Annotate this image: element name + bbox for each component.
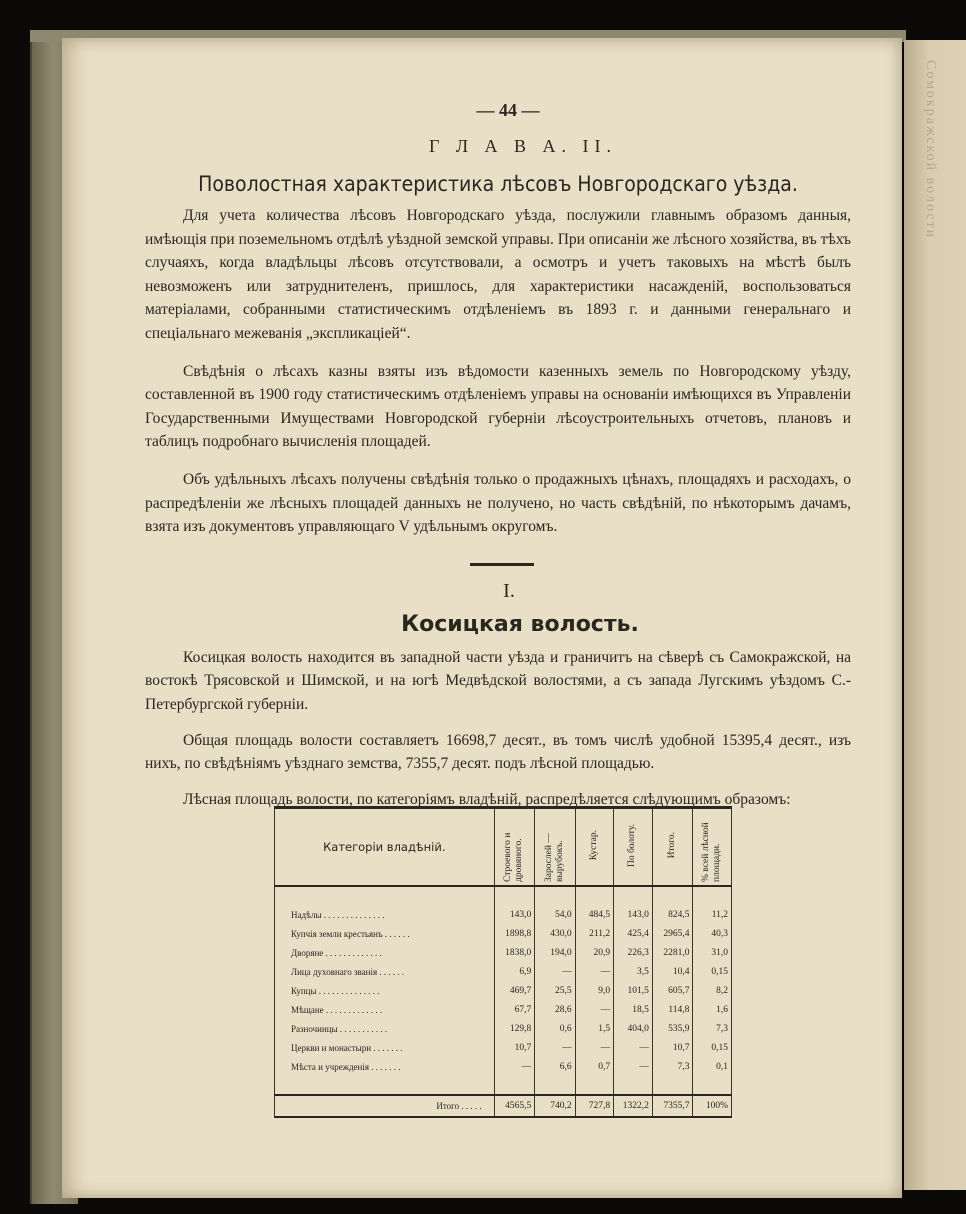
cell: 535,9 <box>652 1019 693 1038</box>
cell: 1898,8 <box>494 924 535 943</box>
cell: 18,5 <box>614 1000 653 1019</box>
paragraph: Для учета количества лѣсовъ Новгородскаго уѣзда, послужили главнымъ образомъ данныя, имѣющія при поземельномъ отдѣлѣ уѣздной земской управы. При описаніи же лѣсного хозяйства, въ тѣхъ случаяхъ, когда владѣльцы лѣсовъ отсутствовали, а осмотръ и учетъ таковыхъ на мѣстѣ былъ невозможенъ или затруднителенъ, пришлось, для характеристики насажденій, воспользоваться матеріалами, собранными статистическимъ отдѣленіемъ въ 1893 г. и данными генеральнаго и спеціальнаго межеванія „экспликаціей“. <box>145 207 851 342</box>
table-row <box>275 981 732 1000</box>
row-label: Купчія земли крестьянъ . . . . . . <box>275 924 495 943</box>
table-row <box>275 1000 732 1019</box>
cell: 143,0 <box>494 905 535 924</box>
cell: 7,3 <box>652 1057 693 1076</box>
cell: 10,7 <box>652 1038 693 1057</box>
forest-area-table <box>274 806 732 1118</box>
cell: 430,0 <box>535 924 575 943</box>
section-numeral: I. <box>503 579 515 602</box>
cell: 226,3 <box>614 943 653 962</box>
cell: 605,7 <box>652 981 693 1000</box>
header-category: Категоріи владѣній. <box>275 808 495 887</box>
header-col-4: По болоту. <box>614 808 653 887</box>
cell: 0,7 <box>575 1057 614 1076</box>
cell: 11,2 <box>693 905 732 924</box>
paragraph: Свѣдѣнія о лѣсахъ казны взяты изъ вѣдомости казенныхъ земель по Новгородскому уѣзду, составленной въ 1900 году статистическимъ отдѣленіемъ управы на основаніи имѣющихся въ Управленіи Государственными Имуществами Новгородской губерніи лѣсоустроительныхъ отчетовъ, плановъ и таблицъ подробнаго вычисленія площадей. <box>145 362 851 451</box>
cell: — <box>575 962 614 981</box>
total-cell: 740,2 <box>535 1095 575 1117</box>
cell: 31,0 <box>693 943 732 962</box>
table-total-row <box>275 1095 732 1117</box>
cell: 0,6 <box>535 1019 575 1038</box>
row-label: Церкви и монастыри . . . . . . . <box>275 1038 495 1057</box>
cell: 8,2 <box>693 981 732 1000</box>
header-col-3: Кустар. <box>575 808 614 887</box>
cell: 484,5 <box>575 905 614 924</box>
row-label: Мѣста и учрежденія . . . . . . . <box>275 1057 495 1076</box>
cell: 0,1 <box>693 1057 732 1076</box>
total-cell: 100% <box>693 1095 732 1117</box>
total-cell: 4565,5 <box>494 1095 535 1117</box>
total-cell: 727,8 <box>575 1095 614 1117</box>
total-cell: 7355,7 <box>652 1095 693 1117</box>
cell: 67,7 <box>494 1000 535 1019</box>
cell: 2965,4 <box>652 924 693 943</box>
total-label: Итого . . . . . <box>275 1095 495 1117</box>
cell: 1,5 <box>575 1019 614 1038</box>
row-label: Лица духовнаго званія . . . . . . <box>275 962 495 981</box>
page-content <box>145 100 851 811</box>
cell: 40,3 <box>693 924 732 943</box>
paragraph: Косицкая волость находится въ западной части уѣзда и граничитъ на сѣверѣ съ Самокражской, на востокѣ Трясовской и Шимской, и на югѣ Медвѣдской волостями, а съ запада Лугскимъ уѣздомъ С.-Петербургской губерніи. <box>145 648 851 713</box>
table-row <box>275 1057 732 1076</box>
cell: — <box>535 962 575 981</box>
cell: 3,5 <box>614 962 653 981</box>
row-label: Мѣщане . . . . . . . . . . . . . <box>275 1000 495 1019</box>
header-col-5: Итого. <box>652 808 693 887</box>
cell: 20,9 <box>575 943 614 962</box>
cell: 425,4 <box>614 924 653 943</box>
forest-table-container <box>274 806 732 1111</box>
cell: — <box>494 1057 535 1076</box>
total-cell: 1322,2 <box>614 1095 653 1117</box>
cell: 7,3 <box>693 1019 732 1038</box>
cell: 10,4 <box>652 962 693 981</box>
cell: 469,7 <box>494 981 535 1000</box>
section-divider <box>470 563 534 566</box>
cell: 404,0 <box>614 1019 653 1038</box>
table-row <box>275 924 732 943</box>
cell: 28,6 <box>535 1000 575 1019</box>
header-col-1: Строевого и дровяного. <box>494 808 535 887</box>
paragraph: Объ удѣльныхъ лѣсахъ получены свѣдѣнія только о продажныхъ цѣнахъ, площадяхъ и расходахъ, о распредѣленіи же лѣсныхъ площадей данныхъ не получено, но часть свѣдѣній, по нѣкоторымъ дачамъ, взята изъ документовъ управляющаго V удѣльнымъ округомъ. <box>145 470 851 536</box>
row-label: Купцы . . . . . . . . . . . . . . <box>275 981 495 1000</box>
cell: 6,9 <box>494 962 535 981</box>
cell: — <box>575 1038 614 1057</box>
cell: 9,0 <box>575 981 614 1000</box>
cell: 129,8 <box>494 1019 535 1038</box>
paragraph: Общая площадь волости составляетъ 16698,7 десят., въ томъ числѣ удобной 15395,4 десят., изъ нихъ, по свѣдѣніямъ уѣзднаго земства, 7355,7 десят. подъ лѣсной площадью. <box>145 731 851 773</box>
table-row <box>275 1038 732 1057</box>
facing-page-text: Сомокражской волости <box>923 60 938 240</box>
cell: 10,7 <box>494 1038 535 1057</box>
cell: 194,0 <box>535 943 575 962</box>
cell: 6,6 <box>535 1057 575 1076</box>
table-row <box>275 943 732 962</box>
header-col-6: % всей лѣсной площади. <box>693 808 732 887</box>
paragraph: Лѣсная площадь волости, по категоріямъ владѣній, распредѣляется слѣдующимъ образомъ: <box>183 790 791 808</box>
page-number: — 44 — <box>476 100 540 120</box>
cell: — <box>535 1038 575 1057</box>
row-label: Разночинцы . . . . . . . . . . . <box>275 1019 495 1038</box>
cell: 0,15 <box>693 1038 732 1057</box>
cell: 54,0 <box>535 905 575 924</box>
table-row <box>275 905 732 924</box>
section-title: Косицкая волость. <box>401 611 639 637</box>
cell: 1838,0 <box>494 943 535 962</box>
cell: — <box>614 1038 653 1057</box>
cell: 824,5 <box>652 905 693 924</box>
chapter-heading: Г Л А В А. II. <box>428 136 618 156</box>
cell: — <box>575 1000 614 1019</box>
cell: 101,5 <box>614 981 653 1000</box>
cell: 1,6 <box>693 1000 732 1019</box>
cell: 2281,0 <box>652 943 693 962</box>
cell: 114,8 <box>652 1000 693 1019</box>
row-label: Надѣлы . . . . . . . . . . . . . . <box>275 905 495 924</box>
page-title: Поволостная характеристика лѣсовъ Новгородскаго уѣзда. <box>198 172 798 196</box>
cell: 25,5 <box>535 981 575 1000</box>
cell: 0,15 <box>693 962 732 981</box>
table-row <box>275 1019 732 1038</box>
cell: 211,2 <box>575 924 614 943</box>
table-header-row <box>275 808 732 887</box>
header-col-2: Зарослей — вырубокъ. <box>535 808 575 887</box>
cell: 143,0 <box>614 905 653 924</box>
row-label: Дворяне . . . . . . . . . . . . . <box>275 943 495 962</box>
cell: — <box>614 1057 653 1076</box>
table-row <box>275 962 732 981</box>
